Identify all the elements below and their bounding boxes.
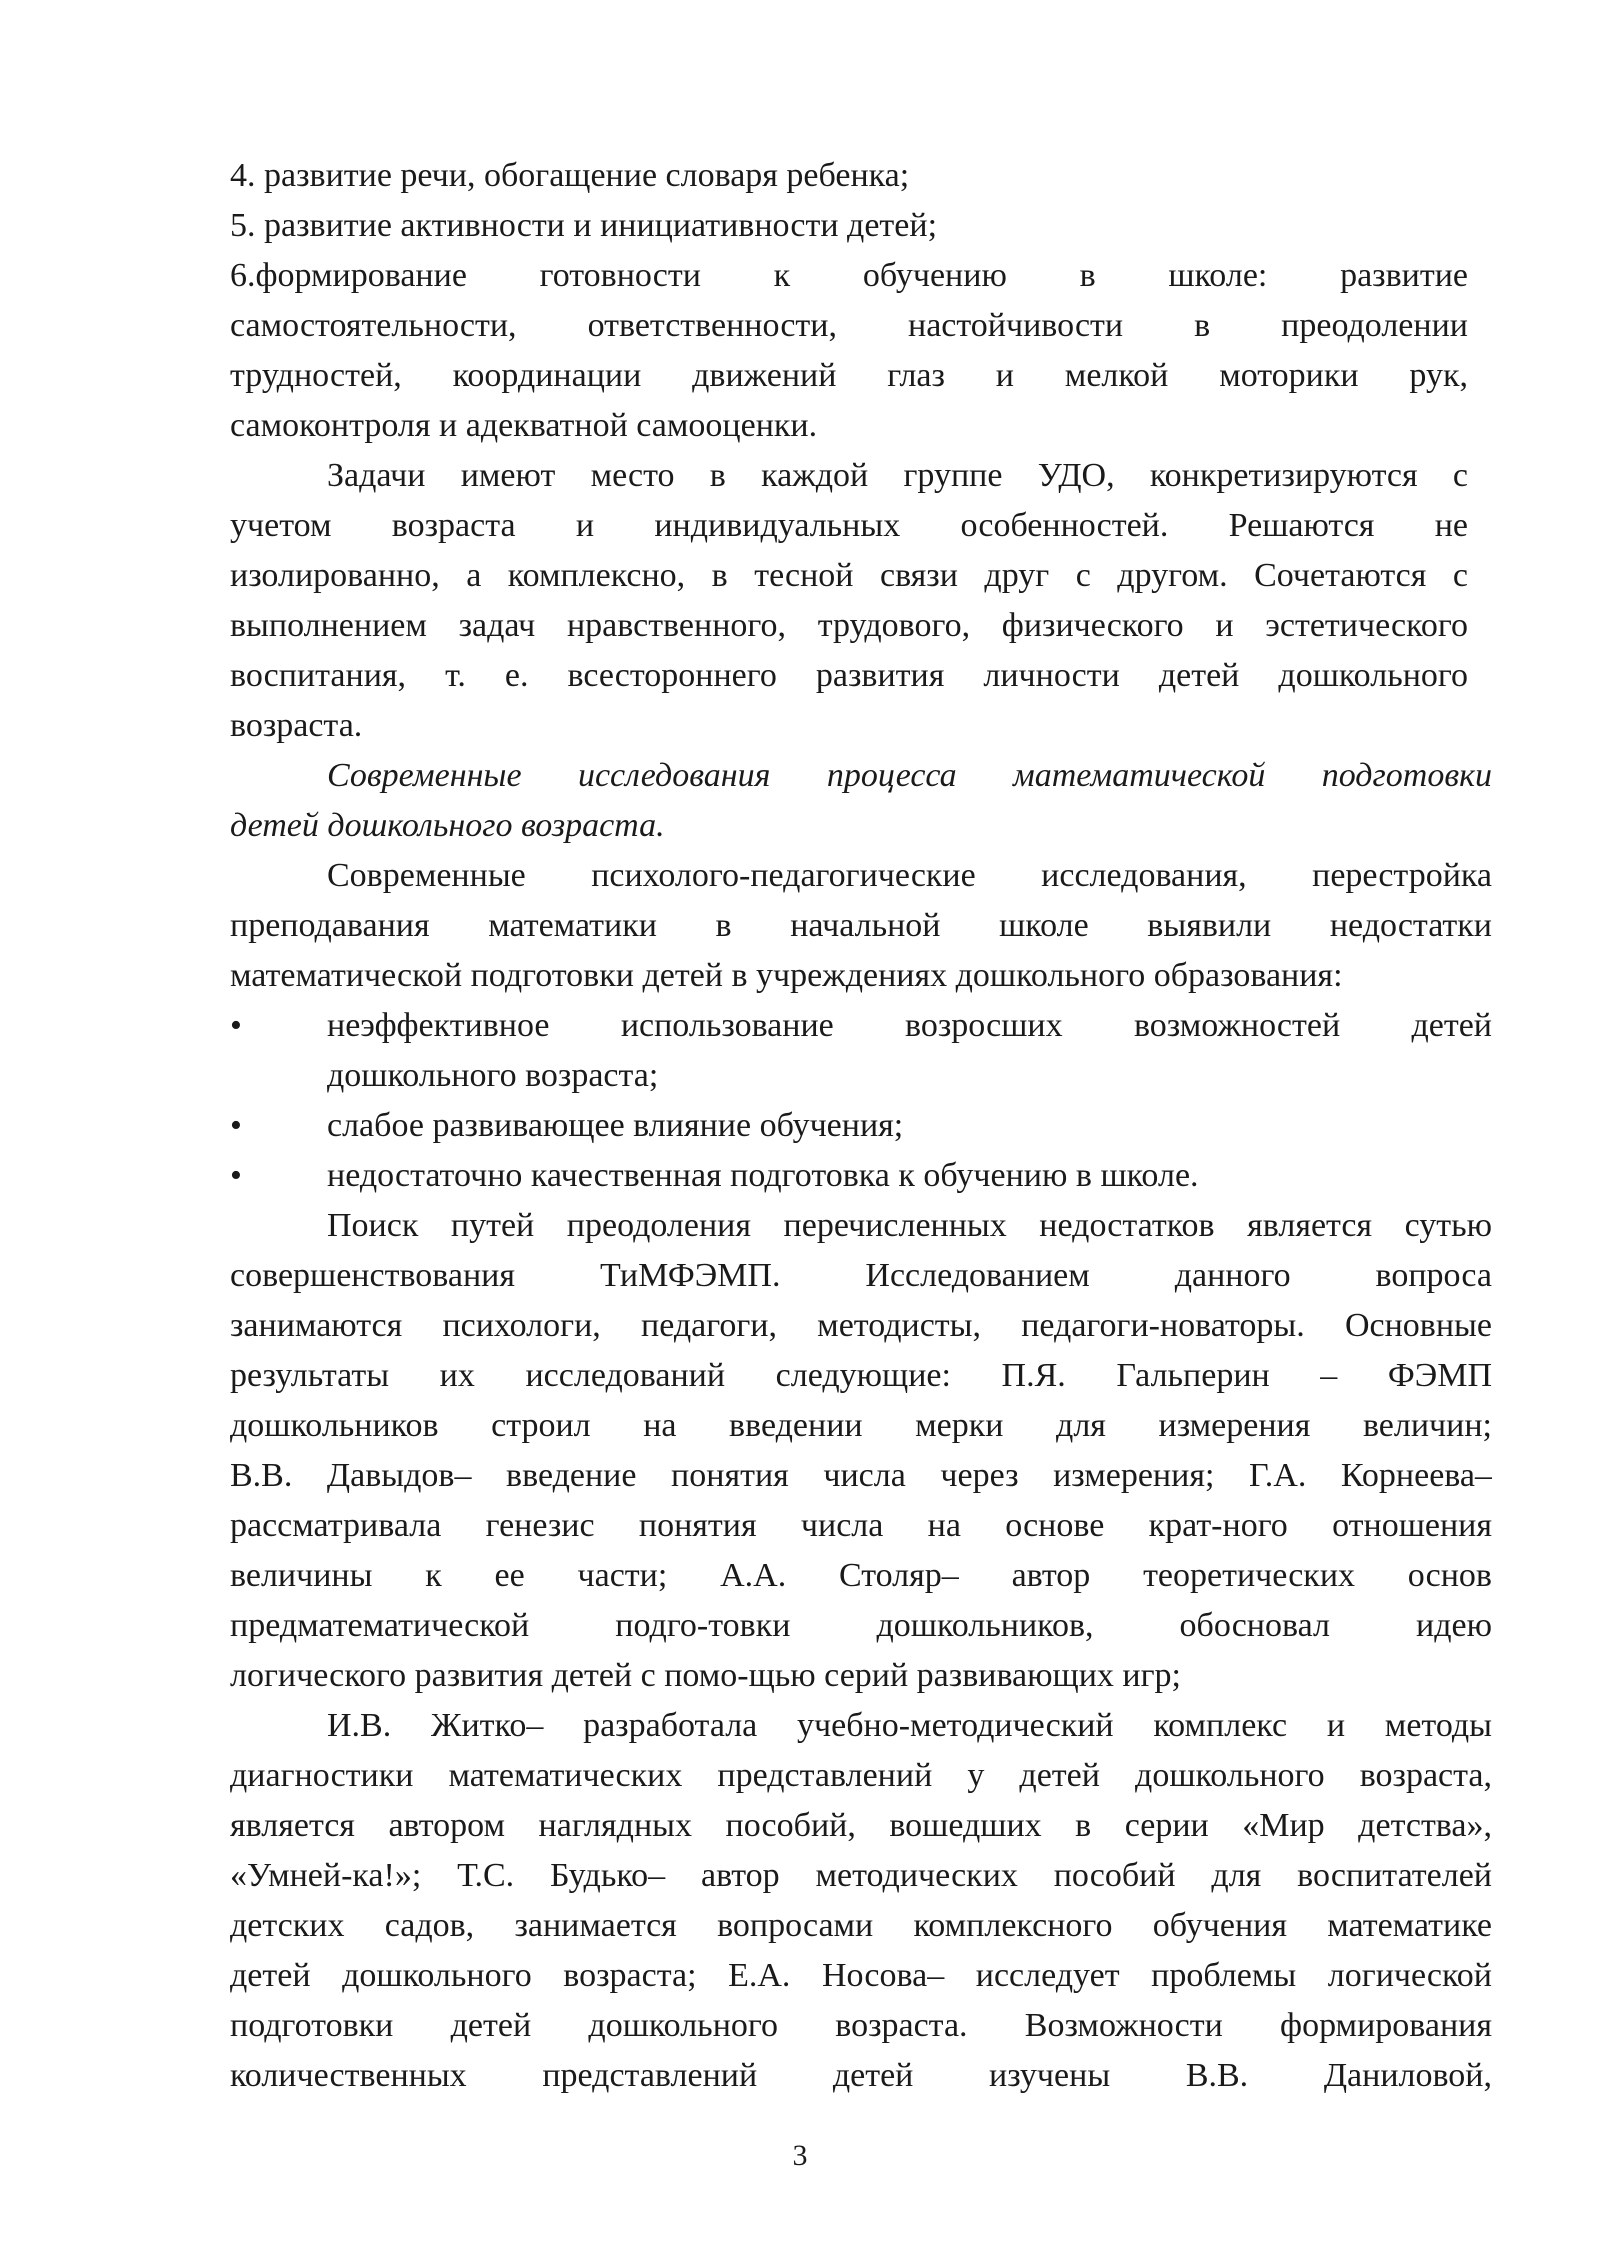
page-number: 3: [792, 2139, 808, 2172]
list-item-text: недостаточно качественная подготовка к обучению в школе.: [327, 1157, 1199, 1194]
text-line: самостоятельности, ответственности, настойчивости в преодолении: [230, 307, 1468, 344]
text-line: 4. развитие речи, обогащение словаря ребенка;: [230, 157, 910, 194]
text-line: детей дошкольного возраста; Е.А. Носова– исследует проблемы логической: [230, 1957, 1492, 1994]
text-line: самоконтроля и адекватной самооценки.: [230, 407, 818, 444]
text-line: диагностики математических представлений у детей дошкольного возраста,: [230, 1757, 1492, 1794]
list-item-text: слабое развивающее влияние обучения;: [327, 1107, 904, 1144]
text-line: результаты их исследований следующие: П.Я. Гальперин – ФЭМП: [230, 1357, 1492, 1394]
text-line: преподавания математики в начальной школе выявили недостатки: [230, 907, 1492, 944]
section-heading: Современные исследования процесса математической подготовки: [327, 757, 1492, 794]
paragraph-first-line: И.В. Житко– разработала учебно-методический комплекс и методы: [327, 1707, 1492, 1744]
list-item: [230, 1101, 1492, 1151]
text-line: совершенствования ТиМФЭМП. Исследованием данного вопроса: [230, 1257, 1492, 1294]
paragraph-first-line: Поиск путей преодоления перечисленных недостатков является сутью: [327, 1207, 1492, 1244]
text-line: величины к ее части; А.А. Столяр– автор теоретических основ: [230, 1557, 1492, 1594]
list-item: [230, 1001, 1492, 1101]
text-line: подготовки детей дошкольного возраста. Возможности формирования: [230, 2007, 1492, 2044]
text-line: дошкольников строил на введении мерки для измерения величин;: [230, 1407, 1492, 1444]
text-line: рассматривала генезис понятия числа на основе крат-ного отношения: [230, 1507, 1492, 1544]
text-line: воспитания, т. е. всестороннего развития личности детей дошкольного: [230, 657, 1468, 694]
section-heading-continued: детей дошкольного возраста.: [230, 807, 665, 844]
text-line: является автором наглядных пособий, вошедших в серии «Мир детства»,: [230, 1807, 1492, 1844]
text-line: детских садов, занимается вопросами комплексного обучения математике: [230, 1907, 1492, 1944]
text-line: математической подготовки детей в учреждениях дошкольного образования:: [230, 957, 1343, 994]
text-line: 6.формирование готовности к обучению в школе: развитие: [230, 257, 1468, 294]
paragraph-first-line: Задачи имеют место в каждой группе УДО, конкретизируются с: [327, 457, 1468, 494]
text-line: предматематической подго-товки дошкольников, обосновал идею: [230, 1607, 1492, 1644]
text-line: учетом возраста и индивидуальных особенностей. Решаются не: [230, 507, 1468, 544]
list-item: [230, 1151, 1492, 1201]
text-line: 5. развитие активности и инициативности детей;: [230, 207, 938, 244]
text-line: трудностей, координации движений глаз и мелкой моторики рук,: [230, 357, 1468, 394]
document-body: [230, 151, 1492, 2101]
text-line: логического развития детей с помо-щью серий развивающих игр;: [230, 1657, 1182, 1694]
list-item-text: дошкольного возраста;: [327, 1057, 659, 1094]
text-line: количественных представлений детей изучены В.В. Даниловой,: [230, 2057, 1492, 2094]
bullet-icon: •: [230, 1007, 242, 1044]
list-item-text: неэффективное использование возросших возможностей детей: [327, 1007, 1492, 1044]
bullet-icon: •: [230, 1157, 242, 1194]
text-line: изолированно, а комплексно, в тесной связи друг с другом. Сочетаются с: [230, 557, 1468, 594]
text-line: «Умней-ка!»; Т.С. Будько– автор методических пособий для воспитателей: [230, 1857, 1492, 1894]
text-line: В.В. Давыдов– введение понятия числа через измерения; Г.А. Корнеева–: [230, 1457, 1492, 1494]
text-line: возраста.: [230, 707, 363, 744]
text-line: выполнением задач нравственного, трудового, физического и эстетического: [230, 607, 1468, 644]
bullet-icon: •: [230, 1107, 242, 1144]
text-line: занимаются психологи, педагоги, методисты, педагоги-новаторы. Основные: [230, 1307, 1492, 1344]
paragraph-first-line: Современные психолого-педагогические исследования, перестройка: [327, 857, 1492, 894]
